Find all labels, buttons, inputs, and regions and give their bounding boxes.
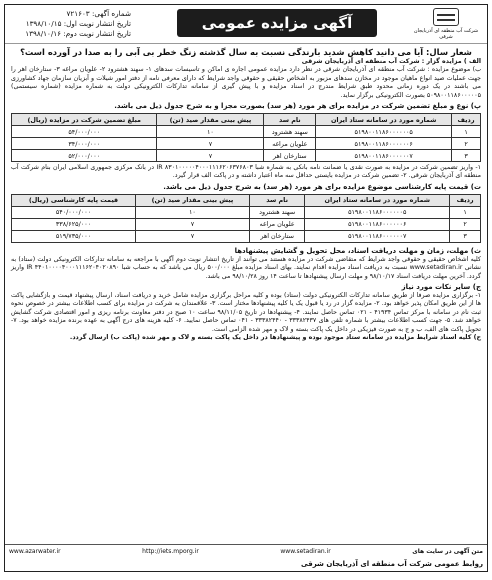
publish-date-first: تاریخ انتشار نوبت اول: ۱۳۹۸/۱۰/۱۵ — [25, 19, 131, 28]
company-logo — [411, 8, 481, 40]
notice-footer — [5, 544, 487, 571]
col-header: مبلغ تضمین شرکت در مزایده (ریال) — [12, 114, 157, 126]
guarantee-notes: ۱- واریز تضمین شرکت در مزایده به صورت نقدی یا ضمانت نامه بانکی به شماره شبا IR ۸۳۰۱۰۰۰۰۰۴۰۰۰۱۱۱۶۲۰۶۳۷۶۸۰۳ در بانک مرکزی جمهوری اسلامی ایران بنام شرکت آب منطقه ای آذربایجان شرقی. ۲- تضمین شرکت در مزایده بایستی حداقل سه ماه اعتبار داشته و در پاکت الف قرار گیرد. — [11, 164, 481, 180]
section-alef: الف ) مزایده گزار : شرکت آب منطقه ای آذربایجان شرقی — [301, 58, 481, 65]
website-link[interactable]: http://iets.mporg.ir — [142, 548, 199, 555]
table-row — [12, 206, 481, 218]
table-cell: ۳۳۸/۶۲۵/۰۰۰ — [12, 218, 136, 230]
table-cell: ۵۱۹۸۰۰۱۱۸۶۰۰۰۰۰۰۷ — [316, 150, 452, 162]
table-cell: علویان مراغه — [249, 218, 304, 230]
section-je-text: ۱- برگزاری مزایده صرفا از طریق سامانه تدارکات الکترونیکی دولت (ستاد) بوده و کلیه مراحل برگزاری مزایده شامل خرید و دریافت اسناد، ارسال پیشنهاد قیمت و بازگشایی پاکت ها از این طریق امکان پذیر خواهد بود. ۲- مزایده گزار در رد یا قبول یک یا کلیه پیشنهادها مختار است. ۳- علاقمندان به شرکت در مزایده برای کسب اطلاعات بیشتر در خصوص نحوه ثبت نام در سامانه با مرکز تماس ۴۱۹۳۴ - ۰۲۱ تماس حاصل نمایند. ۴- پیشنهادها در تاریخ ۹۸/۱۱/۰۵ ساعت ۱۰ صبح در دفتر معاونت برنامه ریزی و امور اقتصادی شرکت گشایش خواهد شد. ۵- جهت کسب اطلاعات بیشتر با شماره تلفن های ۳۳۳۸۲۴۳۷ - ۳۳۳۸۲۴۴۰ - ۰۴۱ تماس حاصل نمایید. ۶- کلیه هزینه های درج آگهی به عهده برنده مزایده خواهد بود. ۷- تحویل پاکت های الف، ب و ج به صورت فیزیکی در داخل یک پاکت بسته و لاک و مهر شده الزامی است. — [11, 292, 482, 333]
table-cell: ۵۴۰/۰۰۰/۰۰۰ — [12, 206, 136, 218]
base-price-table — [11, 194, 481, 243]
col-header: ردیف — [452, 114, 481, 126]
table-cell: ۱۰ — [157, 126, 264, 138]
table-cell: ۵۱۹۸۰۰۱۱۸۶۰۰۰۰۰۰۷ — [305, 230, 450, 242]
table-cell: ستارخان اهر — [264, 150, 316, 162]
table-row — [12, 138, 481, 150]
website-link[interactable]: www.setadiran.ir — [280, 548, 331, 555]
publish-date-second: تاریخ انتشار نوبت دوم: ۱۳۹۸/۱۰/۱۶ — [25, 29, 131, 38]
websites-label: متن آگهی در سایت های — [412, 548, 483, 555]
col-header: قیمت پایه کارشناسی (ریال) — [12, 194, 136, 206]
table-cell: ۱۰ — [135, 206, 249, 218]
table-cell: ۷ — [157, 138, 264, 150]
col-header: پیش بینی مقدار صید (تن) — [135, 194, 249, 206]
table-cell: ستارخان اهر — [249, 230, 304, 242]
col-header: پیش بینی مقدار صید (تن) — [157, 114, 264, 126]
auction-notice-page — [4, 4, 488, 572]
table-cell: سهند هشترود — [264, 126, 316, 138]
table-cell: ۵۴/۰۰۰/۰۰۰ — [12, 126, 157, 138]
table-cell: ۵۱۹۸۰۰۱۱۸۶۰۰۰۰۰۰۶ — [316, 138, 452, 150]
section-se-heading: ث) مهلت، زمان و مهلت دریافت اسناد، محل تحویل و گشایش پیشنهادها — [234, 246, 481, 255]
table-cell: ۵۱۹۸۰۰۱۱۸۶۰۰۰۰۰۰۶ — [305, 218, 450, 230]
website-list — [9, 546, 483, 558]
section-je-heading: ج) سایر نکات مورد نیاز — [401, 283, 481, 292]
table-cell: ۳ — [450, 230, 481, 242]
table-cell: ۵۱۹/۷۳۵/۰۰۰ — [12, 230, 136, 242]
notice-header — [5, 5, 487, 44]
public-relations-signature: روابط عمومی شرکت آب منطقه ای آذربایجان شرقی — [301, 560, 483, 568]
table-cell: ۲ — [450, 218, 481, 230]
table-cell: ۱ — [450, 206, 481, 218]
table-cell: ۳۴/۰۰۰/۰۰۰ — [12, 138, 157, 150]
table-cell: سهند هشترود — [249, 206, 304, 218]
website-link[interactable]: www.azarwater.ir — [9, 548, 61, 555]
water-company-icon — [433, 8, 459, 26]
notice-title: آگهی مزایده عمومی — [177, 9, 377, 37]
col-header: نام سد — [264, 114, 316, 126]
col-header: شماره مورد در سامانه ستاد ایران — [305, 194, 450, 206]
table-cell: ۵۱۹۸۰۰۱۱۸۶۰۰۰۰۰۰۵ — [305, 206, 450, 218]
table-cell: ۲ — [452, 138, 481, 150]
table-cell: ۷ — [157, 150, 264, 162]
section-last-text: ح) کلیه اسناد شرایط مزایده در سامانه ستاد موجود بوده و پیشنهادها در داخل یک پاکت بسته و لاک و مهر شده (پاکت ب) ارسال گردد. — [69, 334, 481, 342]
section-pe-heading: پ) نوع و مبلغ تضمین شرکت در مزایده برای هر مورد (هر سد) بصورت مجزا و به شرح جدول ذیل می باشد. — [114, 102, 481, 111]
table-row — [12, 126, 481, 138]
guarantee-table — [11, 113, 481, 162]
year-slogan: شعار سال: آیا می دانید کاهش شدید بارندگی نسبت به سال گذشته زنگ خطر بی آبی را به صدا در آورده است؟ — [20, 47, 472, 57]
col-header: ردیف — [450, 194, 481, 206]
table-cell: ۷ — [135, 230, 249, 242]
section-se-text: کلیه اشخاص حقیقی و حقوقی واجد شرایط که متقاضی شرکت در مزایده هستند می توانند از تاریخ انتشار نوبت دوم آگهی با مراجعه به سامانه تدارکات الکترونیکی دولت (ستاد) به نشانی www.setadiran.ir نسبت به دریافت اسناد مزایده اقدام نمایند. بهای اسناد مزایده مبلغ ۵۰۰/۰۰۰ ریال می باشد که به حساب شبا IR ۴۴۰۱۰۰۰۰۴۰۰۰۱۱۱۶۲۰۴۰۲۰۸۹۰ واریز گردد. آخرین مهلت دریافت اسناد ۹۸/۱۰/۱۷ و مهلت ارسال پیشنهادها تا ساعت ۱۴ روز ۹۸/۱۰/۲۸ می باشد. — [11, 255, 481, 280]
table-cell: ۵۱۹۸۰۰۱۱۸۶۰۰۰۰۰۰۵ — [316, 126, 452, 138]
table-row — [12, 150, 481, 162]
logo-text: شرکت آب منطقه ای آذربایجان شرقی — [413, 28, 479, 40]
notice-number: شماره آگهی: ۷۲۱۶۰۳ — [66, 9, 131, 18]
col-header: نام سد — [249, 194, 304, 206]
table-cell: ۳ — [452, 150, 481, 162]
table-cell: ۱ — [452, 126, 481, 138]
table-row — [12, 218, 481, 230]
table-row — [12, 230, 481, 242]
col-header: شماره مورد در سامانه ستاد ایران — [316, 114, 452, 126]
table-cell: ۷ — [135, 218, 249, 230]
table-cell: علویان مراغه — [264, 138, 316, 150]
notice-meta — [11, 9, 131, 39]
section-te-heading: ت) قیمت پایه کارشناسی موضوع مزایده برای هر مورد (هر سد) به شرح جدول ذیل می باشد. — [163, 182, 481, 191]
section-be: ب) موضوع مزایده : شرکت آب منطقه ای آذربایجان شرقی در نظر دارد مزایده عمومی اجاره ی اماکن و تاسیسات سدهای ۱- سهند هشترود ۲- علویان مراغه ۳- ستارخان اهر را جهت عملیات صید انواع ماهیان موجود در مخازن سدهای مزبور به اشخاص حقیقی و حقوقی واجد شرایط که دارای معرفی نامه از دفتر امور شیلات و آبزیان سازمان جهاد کشاورزی می باشند در یک دوره زمانی محدود طبق شرایط مندرج در اسناد مزایده و با پیش گیری از سامانه تدارکات الکترونیکی دولت به شماره مزایده (شماره سیستمی) ۵۰۹۸۰۰۱۱۸۶۰۰۰۰۰۵ بصورت الکترونیکی برگزار نماید. — [11, 66, 481, 99]
table-cell: ۵۲/۰۰۰/۰۰۰ — [12, 150, 157, 162]
